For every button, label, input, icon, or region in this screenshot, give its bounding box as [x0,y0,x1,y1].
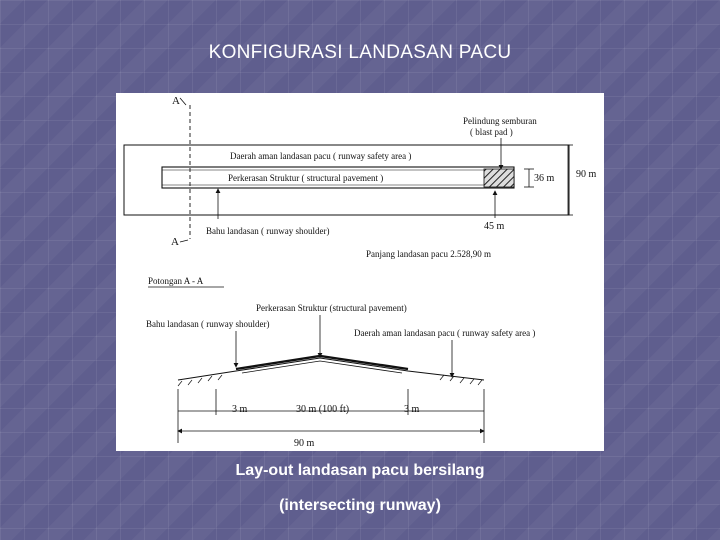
dim-right-label: 3 m [404,404,420,415]
section-title: Potongan A - A [148,276,204,286]
dim-90-label: 90 m [576,169,597,180]
section-arrow-bottom [180,240,188,242]
blast-pad-label-1: Pelindung semburan [463,116,537,126]
section-mark-top: A [172,95,180,107]
slide-title: KONFIGURASI LANDASAN PACU [208,42,512,63]
section-shoulder-label: Bahu landasan ( runway shoulder) [146,319,270,329]
blast-pad-label-2: ( blast pad ) [470,127,513,137]
dim-total-label: 90 m [294,438,315,449]
pavement-label: Perkerasan Struktur ( structural pavement ) [228,173,384,183]
blast-pad-hatch [484,169,514,187]
dim-45-label: 45 m [484,221,505,232]
runway-configuration-figure [116,93,604,451]
runway-diagram [116,93,604,451]
ground-hatch [178,375,482,386]
ground-profile [178,358,484,380]
section-arrow-top [180,98,186,105]
dim-left-label: 3 m [232,404,248,415]
caption-line-1: Lay-out landasan pacu bersilang [235,462,485,479]
dim-center-label: 30 m (100 ft) [296,404,350,415]
section-pavement-label: Perkerasan Struktur (structural pavement) [256,303,407,313]
dim-36-label: 36 m [534,173,555,184]
section-safety-label: Daerah aman landasan pacu ( runway safety area ) [354,328,536,338]
section-mark-bottom: A [171,236,179,248]
runway-length-label: Panjang landasan pacu 2.528,90 m [366,249,491,259]
shoulder-label: Bahu landasan ( runway shoulder) [206,226,330,236]
caption-line-2: (intersecting runway) [279,497,441,514]
safety-area-label: Daerah aman landasan pacu ( runway safety area ) [230,151,412,161]
